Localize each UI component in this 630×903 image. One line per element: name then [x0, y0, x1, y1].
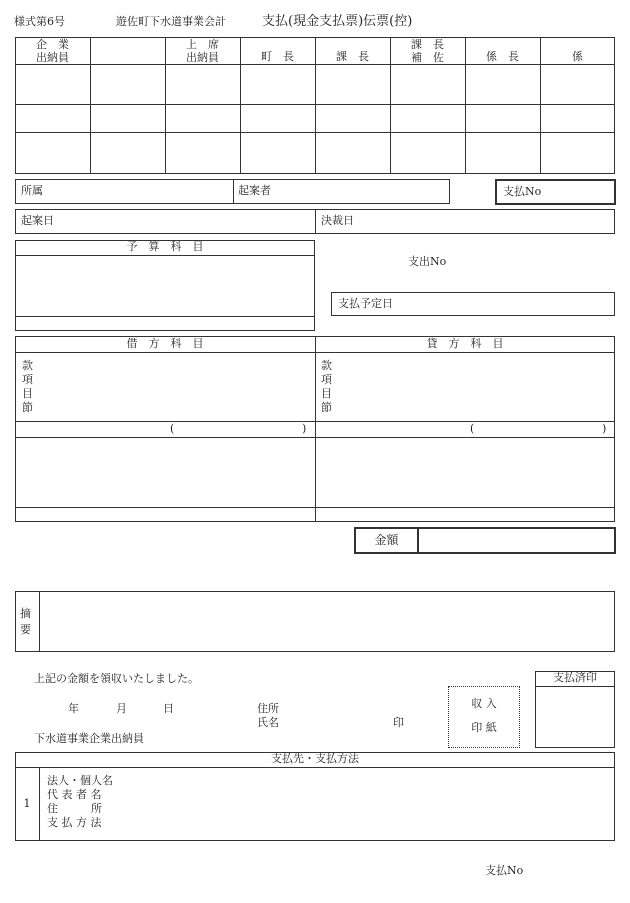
draft-date-label: 起案日 — [21, 214, 54, 227]
cashier-label: 下水道事業企業出納員 — [34, 732, 144, 745]
credit-account-labels: 款 項 目 節 — [321, 359, 332, 414]
organization-name: 遊佐町下水道事業会計 — [116, 15, 226, 28]
budget-item-box — [15, 240, 315, 331]
approver-subsection-chief: 係 長 — [486, 50, 519, 63]
approver-assistant-chief: 課 長 補 佐 — [411, 38, 444, 64]
debit-account-labels: 款 項 目 節 — [22, 359, 33, 414]
payee-row-number: 1 — [23, 797, 31, 810]
approver-joseki-shutsunoin: 上 席 出納員 — [186, 38, 219, 64]
payee-field-labels: 法人・個人名 代 表 者 名 住 所 支 払 方 法 — [47, 774, 113, 829]
summary-box — [15, 591, 615, 652]
form-number: 様式第6号 — [14, 15, 65, 28]
receipt-address-label: 住所 — [257, 702, 279, 715]
debit-item-title: 借 方 科 目 — [126, 337, 204, 350]
scheduled-payment-date-label: 支払予定日 — [338, 297, 393, 310]
credit-paren-close: ) — [602, 422, 607, 435]
receipt-year: 年 — [68, 702, 79, 715]
expenditure-number-label: 支出No — [408, 255, 447, 268]
payee-header: 支払先・支払方法 — [271, 752, 359, 765]
debit-paren-close: ) — [302, 422, 307, 435]
amount-label: 金額 — [374, 533, 399, 547]
approver-staff: 係 — [572, 50, 583, 63]
drafter-label: 起案者 — [238, 184, 271, 197]
summary-label: 摘 要 — [20, 607, 31, 636]
approver-kigyo-shutsunoin: 企 業 出納員 — [36, 38, 69, 64]
debit-paren-open: ( — [170, 422, 175, 435]
receipt-name-label: 氏名 — [257, 716, 279, 729]
decision-date-label: 決裁日 — [321, 214, 354, 227]
approver-section-chief: 課 長 — [336, 50, 369, 63]
footer-payment-number: 支払No — [485, 864, 524, 877]
approver-mayor: 町 長 — [261, 50, 294, 63]
receipt-day: 日 — [163, 702, 174, 715]
credit-item-title: 貸 方 科 目 — [426, 337, 504, 350]
receipt-statement: 上記の金額を領収いたしました。 — [34, 672, 199, 685]
receipt-month: 月 — [116, 702, 127, 715]
revenue-stamp-label-2: 印 紙 — [471, 721, 497, 734]
receipt-seal-mark: 印 — [393, 716, 404, 729]
revenue-stamp-label-1: 収 入 — [471, 697, 497, 710]
paid-stamp-label: 支払済印 — [553, 671, 597, 684]
budget-item-title: 予 算 科 目 — [126, 240, 204, 253]
revenue-stamp-box — [448, 686, 520, 748]
affiliation-label: 所属 — [21, 184, 43, 197]
credit-paren-open: ( — [470, 422, 475, 435]
page-title: 支払(現金支払票)伝票(控) — [262, 14, 413, 29]
payment-number-label: 支払No — [503, 185, 542, 198]
